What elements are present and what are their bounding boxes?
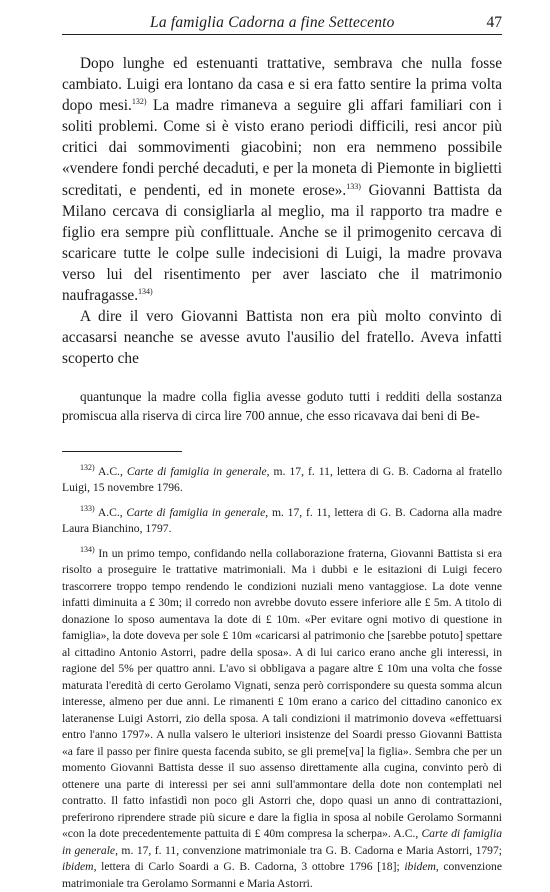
block-quote: quantunque la madre colla figlia avesse goduto tutti i redditi della sostanza promiscua alla riserva di circa lire 700 annue, che esso ricavava dai beni di Be- <box>62 389 502 423</box>
footnote-title: Carte di famiglia in generale <box>62 827 502 857</box>
footnote-text: , m. 17, f. 11, convenzione matrimoniale tra G. B. Cadorna e Maria Astorri, 1797; <box>115 843 502 857</box>
paragraph-1 <box>62 53 502 306</box>
footnote-text: , convenzione matrimoniale tra Gerolamo Sormanni e Maria Astorri. <box>62 860 502 890</box>
footnote-132 <box>62 464 502 497</box>
main-text <box>62 53 502 369</box>
running-title: La famiglia Cadorna a fine Settecento <box>150 14 395 31</box>
footnote-ibidem: ibidem <box>62 860 94 874</box>
footnote-number: 134) <box>80 544 95 554</box>
footnote-title: Carte di famiglia in generale <box>126 464 267 478</box>
footnote-separator <box>62 451 182 452</box>
paragraph-1-text-a: Dopo lunghe ed estenuanti trattative, sembrava che nulla fosse cambiato. Luigi era lontano da casa e si era fatto sentire la prima volta dopo mesi. <box>62 55 502 115</box>
paragraph-1-text-b: La madre rimaneva a seguire gli affari familiari con i soliti problemi. Come si è visto erano periodi difficili, resi ancor più critici dai sommovimenti giacobini; non era nemmeno possibile «vendere fondi perché decaduti, e per la moneta di Piemonte in biglietti screditati, e pendenti, ed in monete erose». <box>62 97 502 199</box>
footnote-text: A.C., <box>94 505 127 519</box>
paragraph-2: A dire il vero Giovanni Battista non era più molto convinto di accasarsi neanche se avesse avuto l'ausilio del fratello. Aveva infatti scoperto che <box>62 308 502 368</box>
footnote-title: Carte di famiglia in generale <box>126 505 266 519</box>
footnote-text: A.C., <box>94 464 127 478</box>
footnotes <box>62 464 502 892</box>
footnote-133 <box>62 505 502 538</box>
footnote-text: , lettera di Carlo Soardi a G. B. Cadorna, 3 ottobre 1796 [18]; <box>93 860 405 874</box>
footnote-text: , m. 17, f. 11, lettera di G. B. Cadorna al fratello Luigi, 15 novembre 1796. <box>62 464 503 495</box>
footnote-ref-132: 132) <box>131 97 147 107</box>
footnote-134 <box>62 546 502 892</box>
footnote-ref-134: 134) <box>138 286 153 296</box>
footnote-text: , m. 17, f. 11, lettera di G. B. Cadorna alla madre Laura Bianchino, 1797. <box>62 505 502 536</box>
footnote-number: 133) <box>80 503 95 513</box>
footnote-ref-133: 133) <box>346 181 361 191</box>
paragraph-1-text-c: Giovanni Battista da Milano cercava di consigliarla al meglio, ma il rapporto tra madre e figlio era sempre più conflittuale. Anche se il primogenito cercava di scaricare tutte le colpe sulle indecisioni di Luigi, la madre provava verso lui del risentimento per aver lasciato che il matrimonio naufragasse. <box>62 181 503 305</box>
footnote-text: In un primo tempo, confidando nella collaborazione fraterna, Giovanni Battista si era risolto a proseguire le trattative matrimoniali. Ma i dubbi e le esitazioni di Luigi fecero trascorrere troppo tempo rendendo le condizioni nuziali meno vantaggiose. La dote venne infatti diminuita a £ 30m; il corredo non avrebbe dovuto essere inferiore alle £ 5m. A titolo di donazione lo sposo aumentava la dote di £ 10m. «Per evitare ogni motivo di questione in famiglia», la dote doveva per sole £ 10m «caricarsi al patrimonio che [sarebbe potuto] spettare al cittadino Antonio Astorri, padre della sposa». A di lui carico erano anche gli interessi, in ragione del 5% per quattro anni. L'avo si obbligava a pagare altre £ 10m una volta che fosse maturata l'eredità di certo Gerolamo Vignati, senza però corrispondere su questa somma alcun interesse, almeno per due anni. Le rimanenti £ 10m erano a carico del cittadino canonico ex lateranense Luigi Astorri, zio della sposa. A tali condizioni il matrimonio doveva «effettuarsi entro l'anno 1797». A nulla valsero le ulteriori insistenze del Soardi presso Giovanni Battista «a fare il passo per finire questa facenda subito, se gli preme[va] la figlia». Sembra che per un momento Giovanni Battista desse il suo assenso direttamente alla cugina, convinto però di ottenere una parte di interessi per sei anni sull'ammontare della dote non contemplati nel contratto. Il fatto infastidì non poco gli Astorri che, dopo quasi un anno di contrattazioni, preferirono riprendere strade più sicure e dare la figlia in sposa al nobile Gerolamo Sormanni «con la dote precedentemente pattuita di £ 40m compresa la scherpa». A.C., <box>62 546 502 841</box>
page-header <box>62 10 502 35</box>
footnote-number: 132) <box>80 462 95 472</box>
footnote-ibidem: ibidem <box>404 860 436 874</box>
page-number: 47 <box>486 14 502 31</box>
book-page <box>62 10 502 892</box>
